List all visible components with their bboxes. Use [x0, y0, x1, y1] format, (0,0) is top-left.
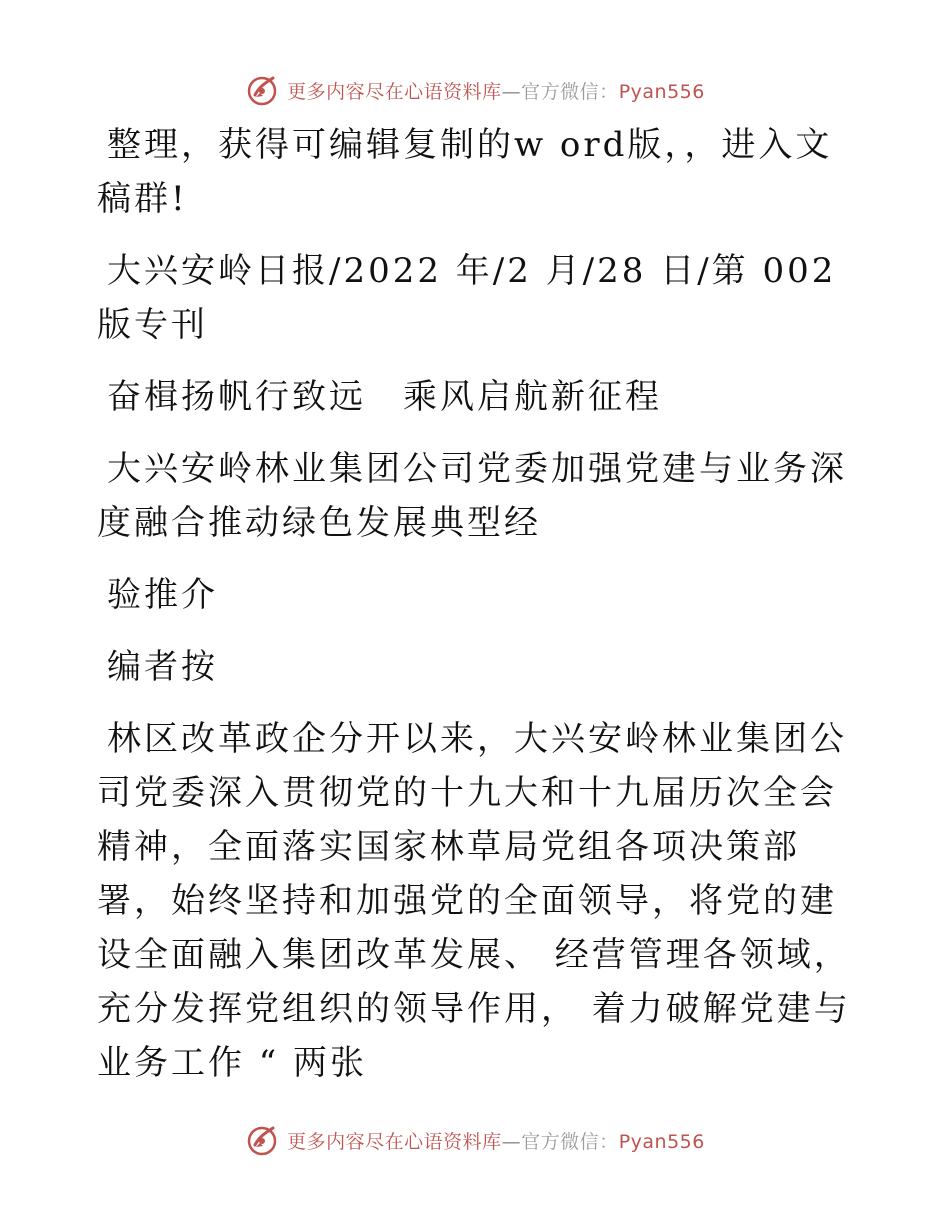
paragraph-intro-note: 整理，获得可编辑复制的w ord版，，进入文稿群! — [97, 125, 833, 219]
watermark-wechat-id: Pyan556 — [618, 1130, 705, 1153]
brush-seal-logo-icon — [245, 1123, 279, 1157]
paragraph-subheadline-cont: 验推介 — [107, 575, 218, 615]
paragraph-source-line: 大兴安岭日报/2022 年/2 月/28 日/第 002 版专刊 — [97, 251, 837, 345]
watermark-text — [287, 77, 705, 104]
footer-watermark — [0, 1120, 950, 1160]
watermark-dash: — — [501, 80, 522, 103]
watermark-text — [287, 1127, 705, 1154]
watermark-wechat-label: 官方微信： — [521, 80, 619, 103]
watermark-dash: — — [501, 1130, 522, 1153]
watermark-main: 更多内容尽在心语资料库 — [287, 1130, 502, 1153]
paragraph-editor-note-label: 编者按 — [107, 647, 218, 687]
watermark-main: 更多内容尽在心语资料库 — [287, 80, 502, 103]
watermark-wechat-id: Pyan556 — [618, 80, 705, 103]
paragraph-subheadline: 大兴安岭林业集团公司党委加强党建与业务深度融合推动绿色发展典型经 — [97, 449, 847, 543]
paragraph-editor-note-body: 林区改革政企分开以来，大兴安岭林业集团公司党委深入贯彻党的十九大和十九届历次全会精神，全面落实国家林草局党组各项决策部署，始终坚持和加强党的全面领导，将党的建设全面融入集团改革发展、 经营管理各领域， 充分发挥党组织的领导作用， 着力破解党建与业务工作 “ 两张 — [97, 719, 851, 1083]
brush-seal-logo-icon — [245, 73, 279, 107]
watermark-wechat-label: 官方微信： — [521, 1130, 619, 1153]
paragraph-headline: 奋楫扬帆行致远 乘风启航新征程 — [107, 377, 662, 417]
header-watermark — [0, 70, 950, 110]
document-body — [97, 118, 857, 1108]
